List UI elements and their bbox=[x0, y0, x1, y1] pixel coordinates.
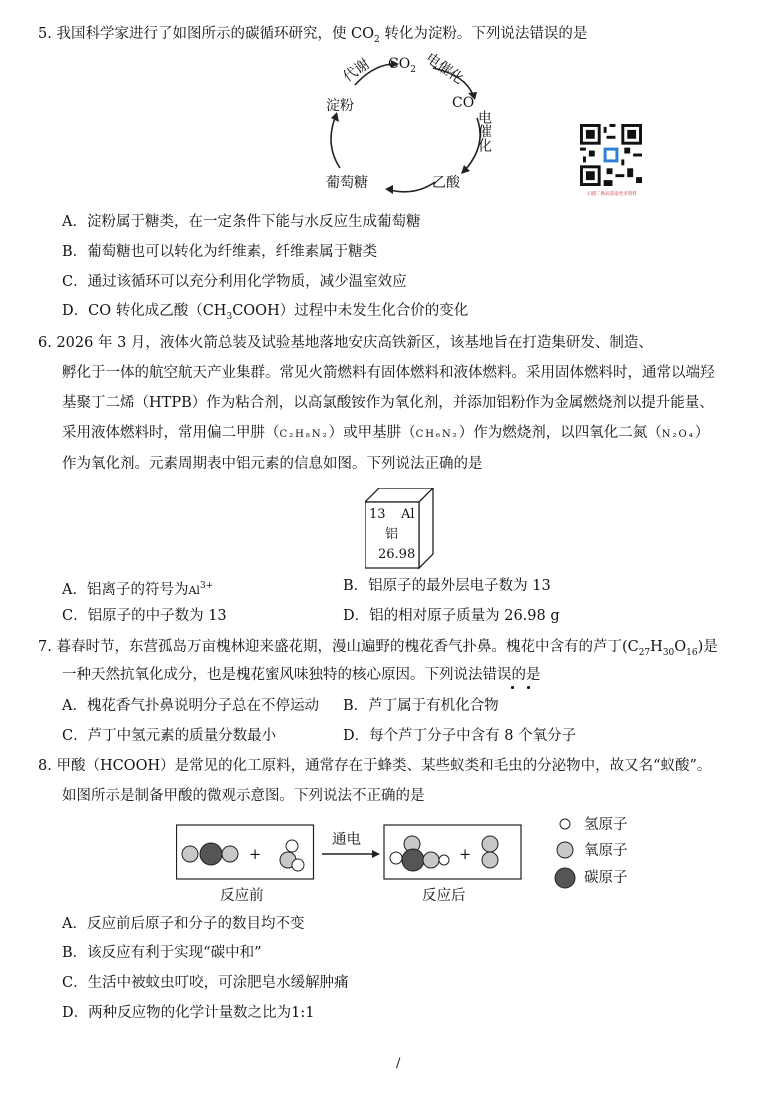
q8-option-b: B．该反应有利于实现“碳中和” bbox=[62, 945, 262, 961]
cycle-glucose: 葡萄糖 bbox=[326, 175, 368, 191]
q6-option-a: A．铝离子的符号为$Al^{3+}$ bbox=[62, 581, 214, 598]
cycle-electro2-label: 电催化 bbox=[476, 110, 492, 152]
emphasis-dot bbox=[511, 686, 514, 689]
q7-option-d: D．每个芦丁分子中含有 8 个氧分子 bbox=[343, 728, 577, 744]
q6-line-1: 6. 2026 年 3 月，液体火箭总装及试验基地落地安庆高铁新区，该基地旨在打造集研发、制造、 bbox=[38, 335, 653, 351]
q8-option-d: D．两种反应物的化学计量数之比为1:1 bbox=[62, 1005, 315, 1021]
emphasis-dot bbox=[527, 686, 530, 689]
q6-line-4: 采用液体燃料时，常用偏二甲肼（C₂H₈N₂）或甲基肼（CH₆N₂）作为燃烧剂，以四氧化二氮（N₂O₄） bbox=[62, 425, 710, 441]
legend-hydrogen: 氢原子 bbox=[584, 817, 628, 833]
q6-option-d: D．铝的相对原子质量为 26.98 g bbox=[343, 608, 560, 624]
cycle-starch: 淀粉 bbox=[326, 98, 354, 114]
q5-option-b: B．葡萄糖也可以转化为纤维素，纤维素属于糖类 bbox=[62, 244, 378, 260]
q7-option-b: B．芦丁属于有机化合物 bbox=[343, 698, 499, 714]
q5-option-a: A．淀粉属于糖类，在一定条件下能与水反应生成葡萄糖 bbox=[62, 214, 421, 230]
q6-option-c: C．铝原子的中子数为 13 bbox=[62, 608, 227, 624]
cycle-co2: $CO_2$ bbox=[388, 56, 416, 75]
q5-option-d: D．CO 转化成乙酸$(CH_3COOH)$过程中未发生化合价的变化 bbox=[62, 303, 469, 322]
page-number: / bbox=[396, 1056, 401, 1071]
before-label: 反应前 bbox=[220, 888, 264, 904]
plus-sign-before: + bbox=[249, 847, 262, 863]
q8-option-c: C．生活中被蚊虫叮咬，可涂肥皂水缓解肿痛 bbox=[62, 975, 349, 991]
q5-option-c: C．通过该循环可以充分利用化学物质，减少温室效应 bbox=[62, 274, 407, 290]
legend-carbon: 碳原子 bbox=[584, 870, 628, 886]
q6-line-5: 作为氧化剂。元素周期表中铝元素的信息如图。下列说法正确的是 bbox=[62, 456, 483, 472]
after-label: 反应后 bbox=[422, 888, 466, 904]
q7-option-a: A．槐花香气扑鼻说明分子总在不停运动 bbox=[62, 698, 319, 714]
q7-line-1: 7. 暮春时节，东营孤岛万亩槐林迎来盛花期，漫山遍野的槐花香气扑鼻。槐花中含有的芦丁$(C_{27}H_{30}O_{16})$是 bbox=[38, 639, 718, 658]
element-number: 13 bbox=[369, 507, 386, 522]
q7-option-c: C．芦丁中氢元素的质量分数最小 bbox=[62, 728, 277, 744]
q6-option-b: B．铝原子的最外层电子数为 13 bbox=[343, 578, 551, 594]
qr-caption: 扫描二维码获取更多资料 bbox=[587, 192, 637, 197]
qr-code-icon bbox=[580, 124, 642, 186]
q6-line-2: 孵化于一体的航空航天产业集群。常见火箭燃料有固体燃料和液体燃料。采用固体燃料时，通常以端羟 bbox=[62, 365, 715, 381]
legend-oxygen: 氧原子 bbox=[584, 843, 628, 859]
q5-stem: 5. 我国科学家进行了如图所示的碳循环研究，使 $CO_2$ 转化为淀粉。下列说法错误的是 bbox=[38, 26, 588, 45]
q6-line-3: 基聚丁二烯（HTPB）作为粘合剂，以高氯酸铵作为氧化剂，并添加铝粉作为金属燃烧剂以提升能量、 bbox=[62, 395, 714, 411]
atom-legend bbox=[554, 812, 584, 892]
plus-sign-after: + bbox=[459, 847, 472, 863]
cycle-acid: 乙酸 bbox=[432, 175, 460, 191]
cycle-metab-label: 代谢 bbox=[340, 56, 373, 86]
q8-line-1: 8. 甲酸（HCOOH）是常见的化工原料，通常存在于蜂类、某些蚁类和毛虫的分泌物中，故又名“蚁酸”。 bbox=[38, 758, 712, 774]
q8-line-2: 如图所示是制备甲酸的微观示意图。下列说法不正确的是 bbox=[62, 788, 425, 804]
q8-option-a: A．反应前后原子和分子的数目均不变 bbox=[62, 916, 305, 932]
reaction-arrow-label: 通电 bbox=[332, 832, 361, 848]
element-name: 铝 bbox=[385, 527, 399, 542]
cycle-electro1-label: 电催化 bbox=[422, 50, 467, 88]
element-symbol: Al bbox=[401, 507, 415, 522]
element-mass: 26.98 bbox=[378, 547, 416, 562]
cycle-co: CO bbox=[452, 95, 475, 111]
q7-line-2: 一种天然抗氧化成分，也是槐花蜜风味独特的核心原因。下列说法错误的是 bbox=[62, 667, 541, 683]
